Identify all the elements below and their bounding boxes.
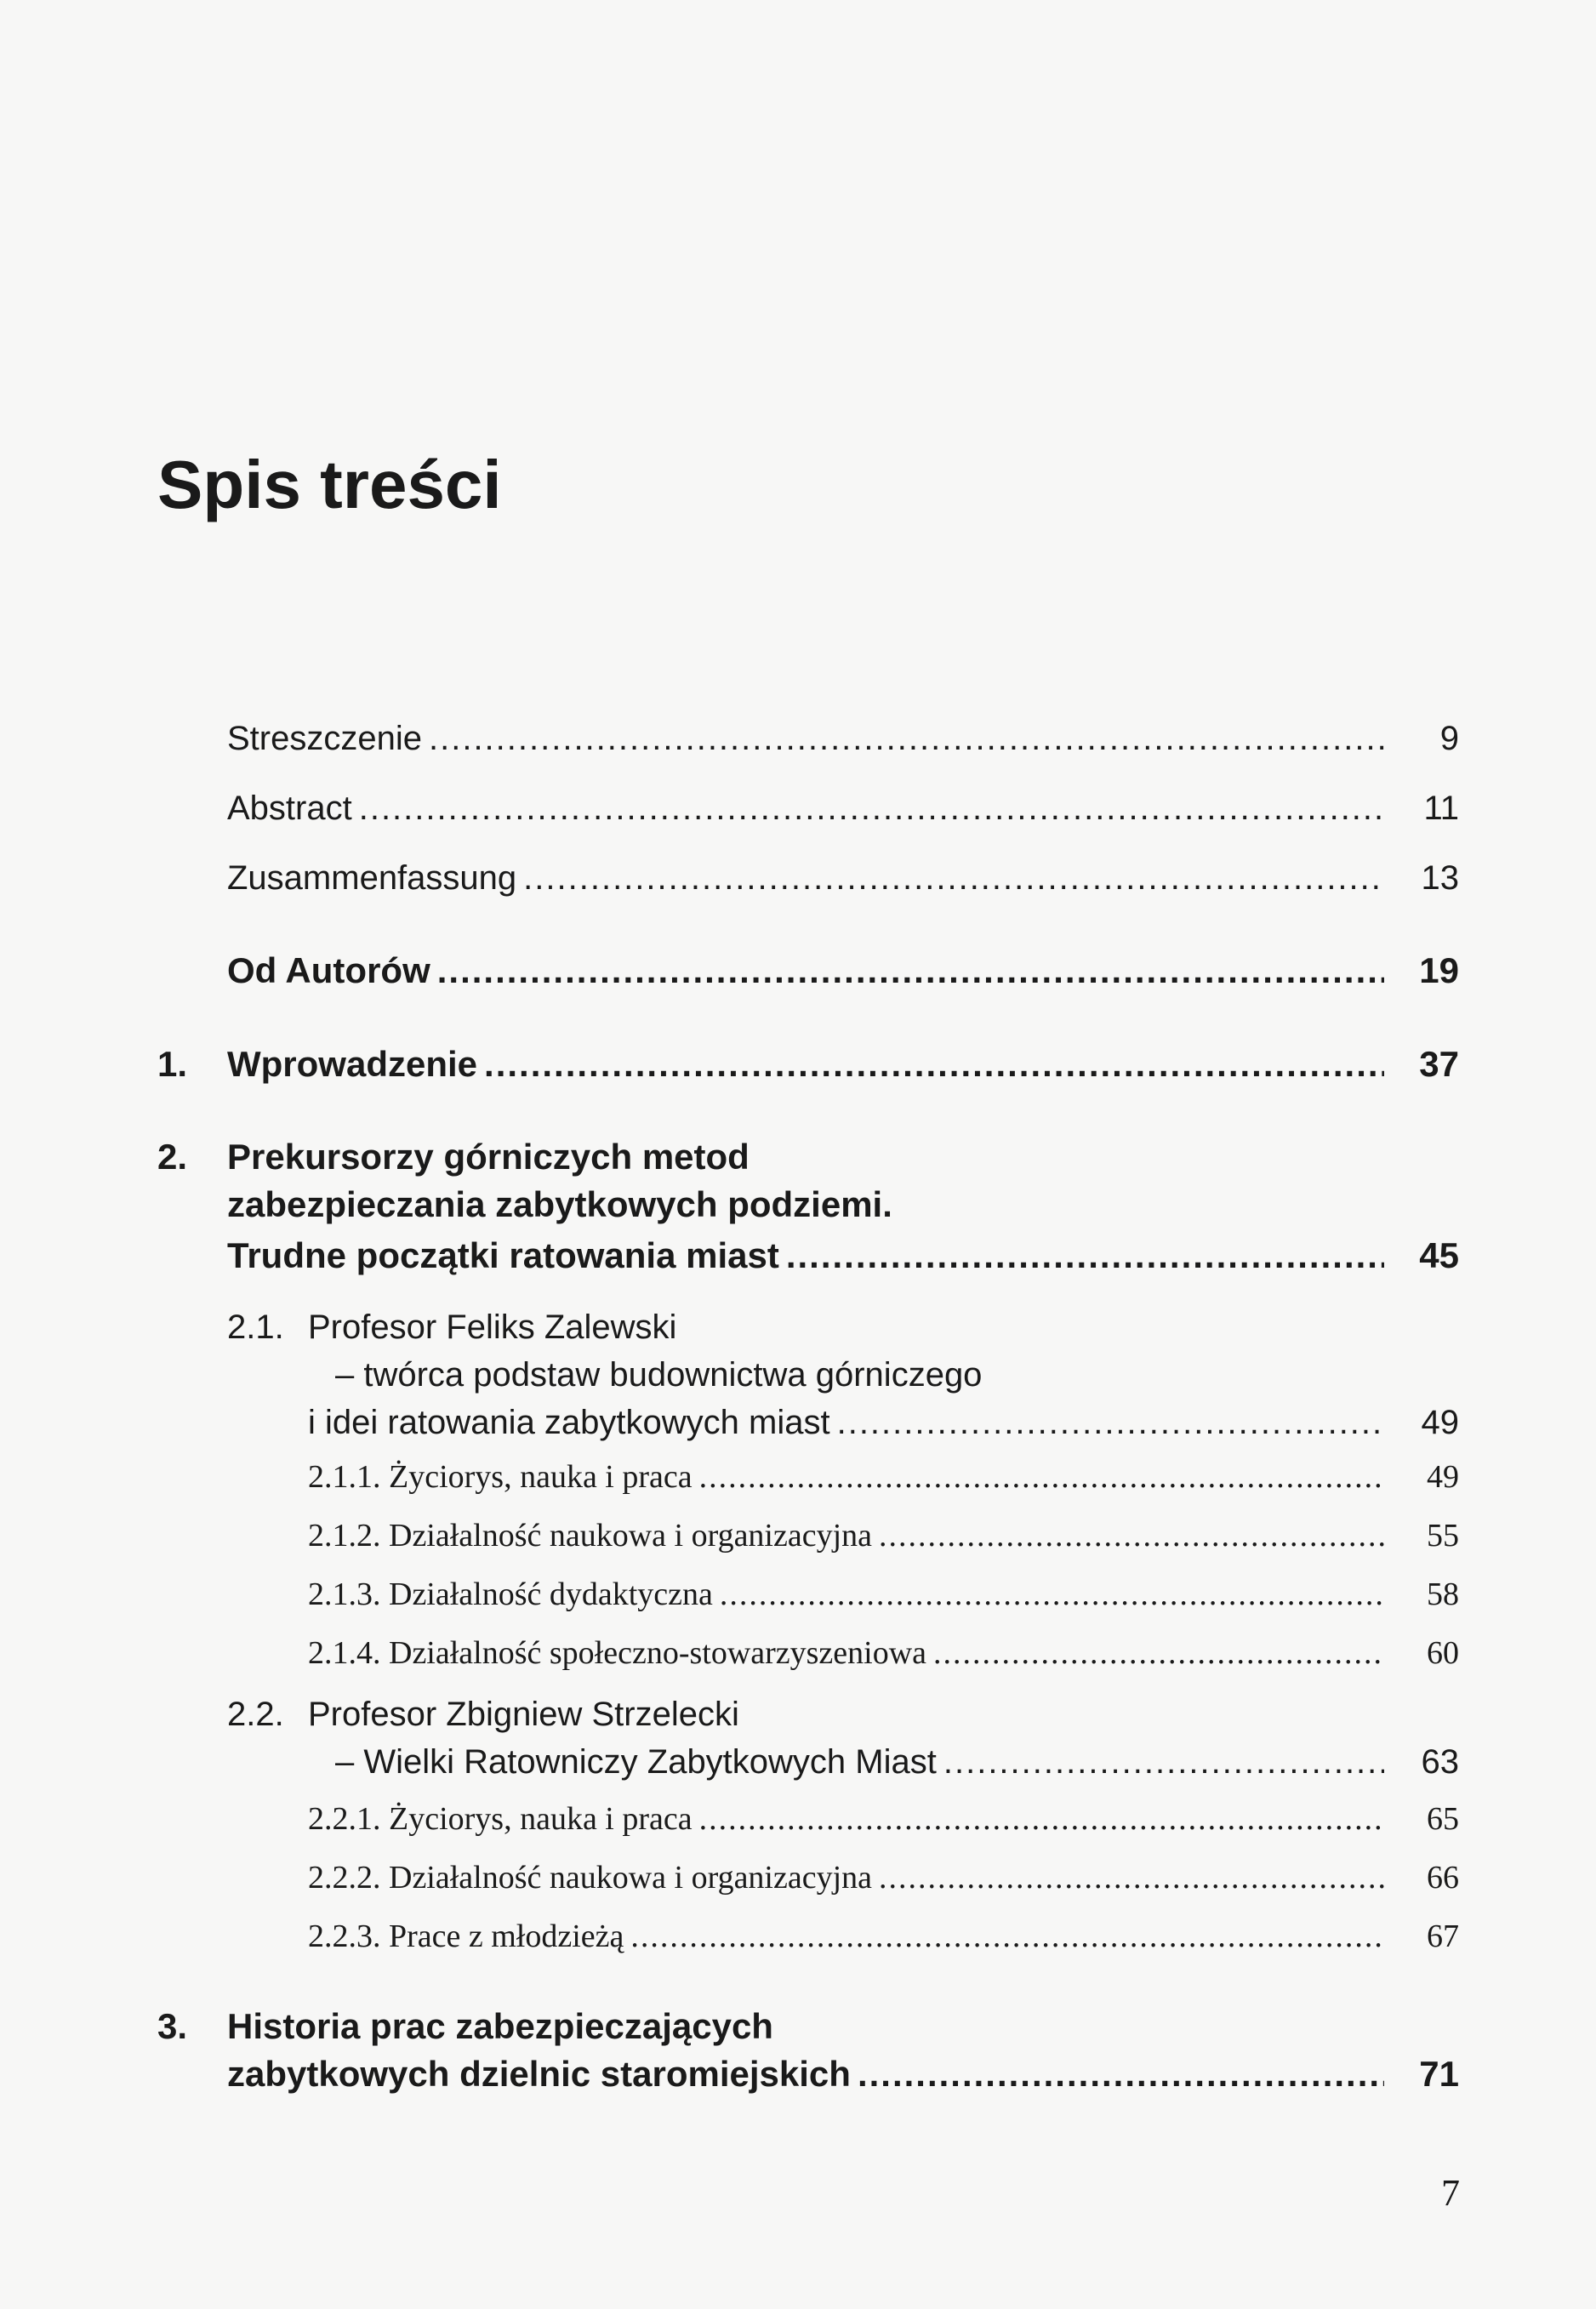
section-title-line: i idei ratowania zabytkowych miast: [308, 1404, 830, 1441]
toc-page: 67: [1427, 1918, 1459, 1954]
toc-label: 2.2.2. Działalność naukowa i organizacyjna: [308, 1860, 873, 1896]
leader-dots: [484, 1040, 1384, 1088]
section-title-line: – Wielki Ratowniczy Zabytkowych Miast: [335, 1743, 937, 1781]
leader-dots: [858, 2050, 1384, 2098]
leader-dots: [837, 1399, 1384, 1446]
leader-dots: [879, 1856, 1384, 1900]
section-number: 2.2.: [227, 1696, 284, 1733]
toc-chapter-3-last-line[interactable]: [0, 2050, 1596, 2098]
leader-dots: [523, 854, 1384, 902]
section-title-line: Profesor Feliks Zalewski: [308, 1308, 677, 1346]
leader-dots: [699, 1455, 1384, 1499]
leader-dots: [786, 1232, 1384, 1280]
chapter-title-line: Trudne początki ratowania miast: [227, 1235, 779, 1275]
page-title: Spis treści: [157, 447, 502, 522]
toc-subsection-2-1-4[interactable]: [0, 1631, 1596, 1675]
toc-page: 9: [1439, 720, 1459, 757]
toc-subsection-2-2-3[interactable]: [0, 1914, 1596, 1958]
toc-label: Streszczenie: [227, 720, 422, 757]
chapter-title-line: zabezpieczania zabytkowych podziemi.: [227, 1184, 892, 1224]
toc-label: 2.1.4. Działalność społeczno-stowarzyszeniowa: [308, 1635, 927, 1671]
chapter-number: 1.: [157, 1044, 188, 1084]
chapter-title-line: Historia prac zabezpieczających: [227, 2006, 773, 2046]
toc-subsection-2-1-3[interactable]: [0, 1572, 1596, 1616]
toc-page: 13: [1421, 859, 1459, 897]
leader-dots: [359, 784, 1384, 832]
toc-label: 2.1.3. Działalność dydaktyczna: [308, 1576, 713, 1612]
leader-dots: [437, 947, 1384, 995]
toc-label: 2.2.1. Życiorys, nauka i praca: [308, 1801, 693, 1837]
toc-page: 45: [1419, 1235, 1459, 1275]
toc-page: 58: [1427, 1576, 1459, 1612]
toc-label: 2.1.1. Życiorys, nauka i praca: [308, 1459, 693, 1495]
toc-label: Zusammenfassung: [227, 859, 517, 897]
leader-dots: [720, 1572, 1384, 1616]
chapter-number: 3.: [157, 2006, 188, 2046]
leader-dots: [630, 1914, 1384, 1958]
toc-label: 2.2.3. Prace z młodzieżą: [308, 1918, 624, 1954]
toc-entry-abstract[interactable]: [0, 784, 1596, 832]
toc-label: Od Autorów: [227, 950, 430, 990]
leader-dots: [933, 1631, 1384, 1675]
toc-page: 55: [1427, 1518, 1459, 1554]
toc-label: Abstract: [227, 790, 352, 827]
section-title-line: – twórca podstaw budownictwa górniczego: [335, 1356, 983, 1394]
toc-page: 37: [1419, 1044, 1459, 1084]
leader-dots: [429, 715, 1384, 762]
toc-chapter-3[interactable]: [0, 2003, 1596, 2050]
toc-section-2-1[interactable]: [0, 1303, 1596, 1446]
chapter-title-line: Prekursorzy górniczych metod: [227, 1137, 750, 1177]
toc-subsection-2-1-2[interactable]: [0, 1514, 1596, 1558]
leader-dots: [879, 1514, 1384, 1558]
toc-page: 49: [1427, 1459, 1459, 1495]
section-title-line: Profesor Zbigniew Strzelecki: [308, 1696, 739, 1733]
toc-section-2-2[interactable]: [0, 1690, 1596, 1786]
toc-page: 71: [1419, 2054, 1459, 2094]
toc-entry-zusammenfassung[interactable]: [0, 854, 1596, 902]
toc-page: 63: [1421, 1743, 1459, 1781]
toc-entry-streszczenie[interactable]: [0, 715, 1596, 762]
toc-page: 60: [1427, 1635, 1459, 1671]
toc-chapter-2[interactable]: [0, 1133, 1596, 1229]
chapter-number: 2.: [157, 1137, 188, 1177]
toc-page: 65: [1427, 1801, 1459, 1837]
toc-page: 19: [1419, 950, 1459, 990]
leader-dots: [943, 1738, 1384, 1786]
chapter-title-line: zabytkowych dzielnic staromiejskich: [227, 2054, 851, 2094]
toc-chapter-1[interactable]: [0, 1040, 1596, 1088]
toc-label: 2.1.2. Działalność naukowa i organizacyjna: [308, 1518, 873, 1554]
toc-page: 11: [1423, 790, 1459, 827]
toc-page: 49: [1421, 1404, 1459, 1441]
toc-label: Wprowadzenie: [227, 1044, 478, 1084]
toc-subsection-2-1-1[interactable]: [0, 1455, 1596, 1499]
leader-dots: [699, 1797, 1384, 1841]
section-number: 2.1.: [227, 1308, 284, 1346]
toc-page: 66: [1427, 1860, 1459, 1896]
page-number: 7: [1441, 2172, 1460, 2214]
toc-subsection-2-2-1[interactable]: [0, 1797, 1596, 1841]
toc-chapter-2-last-line[interactable]: [0, 1232, 1596, 1280]
toc-entry-od-autorow[interactable]: [0, 947, 1596, 995]
toc-subsection-2-2-2[interactable]: [0, 1856, 1596, 1900]
